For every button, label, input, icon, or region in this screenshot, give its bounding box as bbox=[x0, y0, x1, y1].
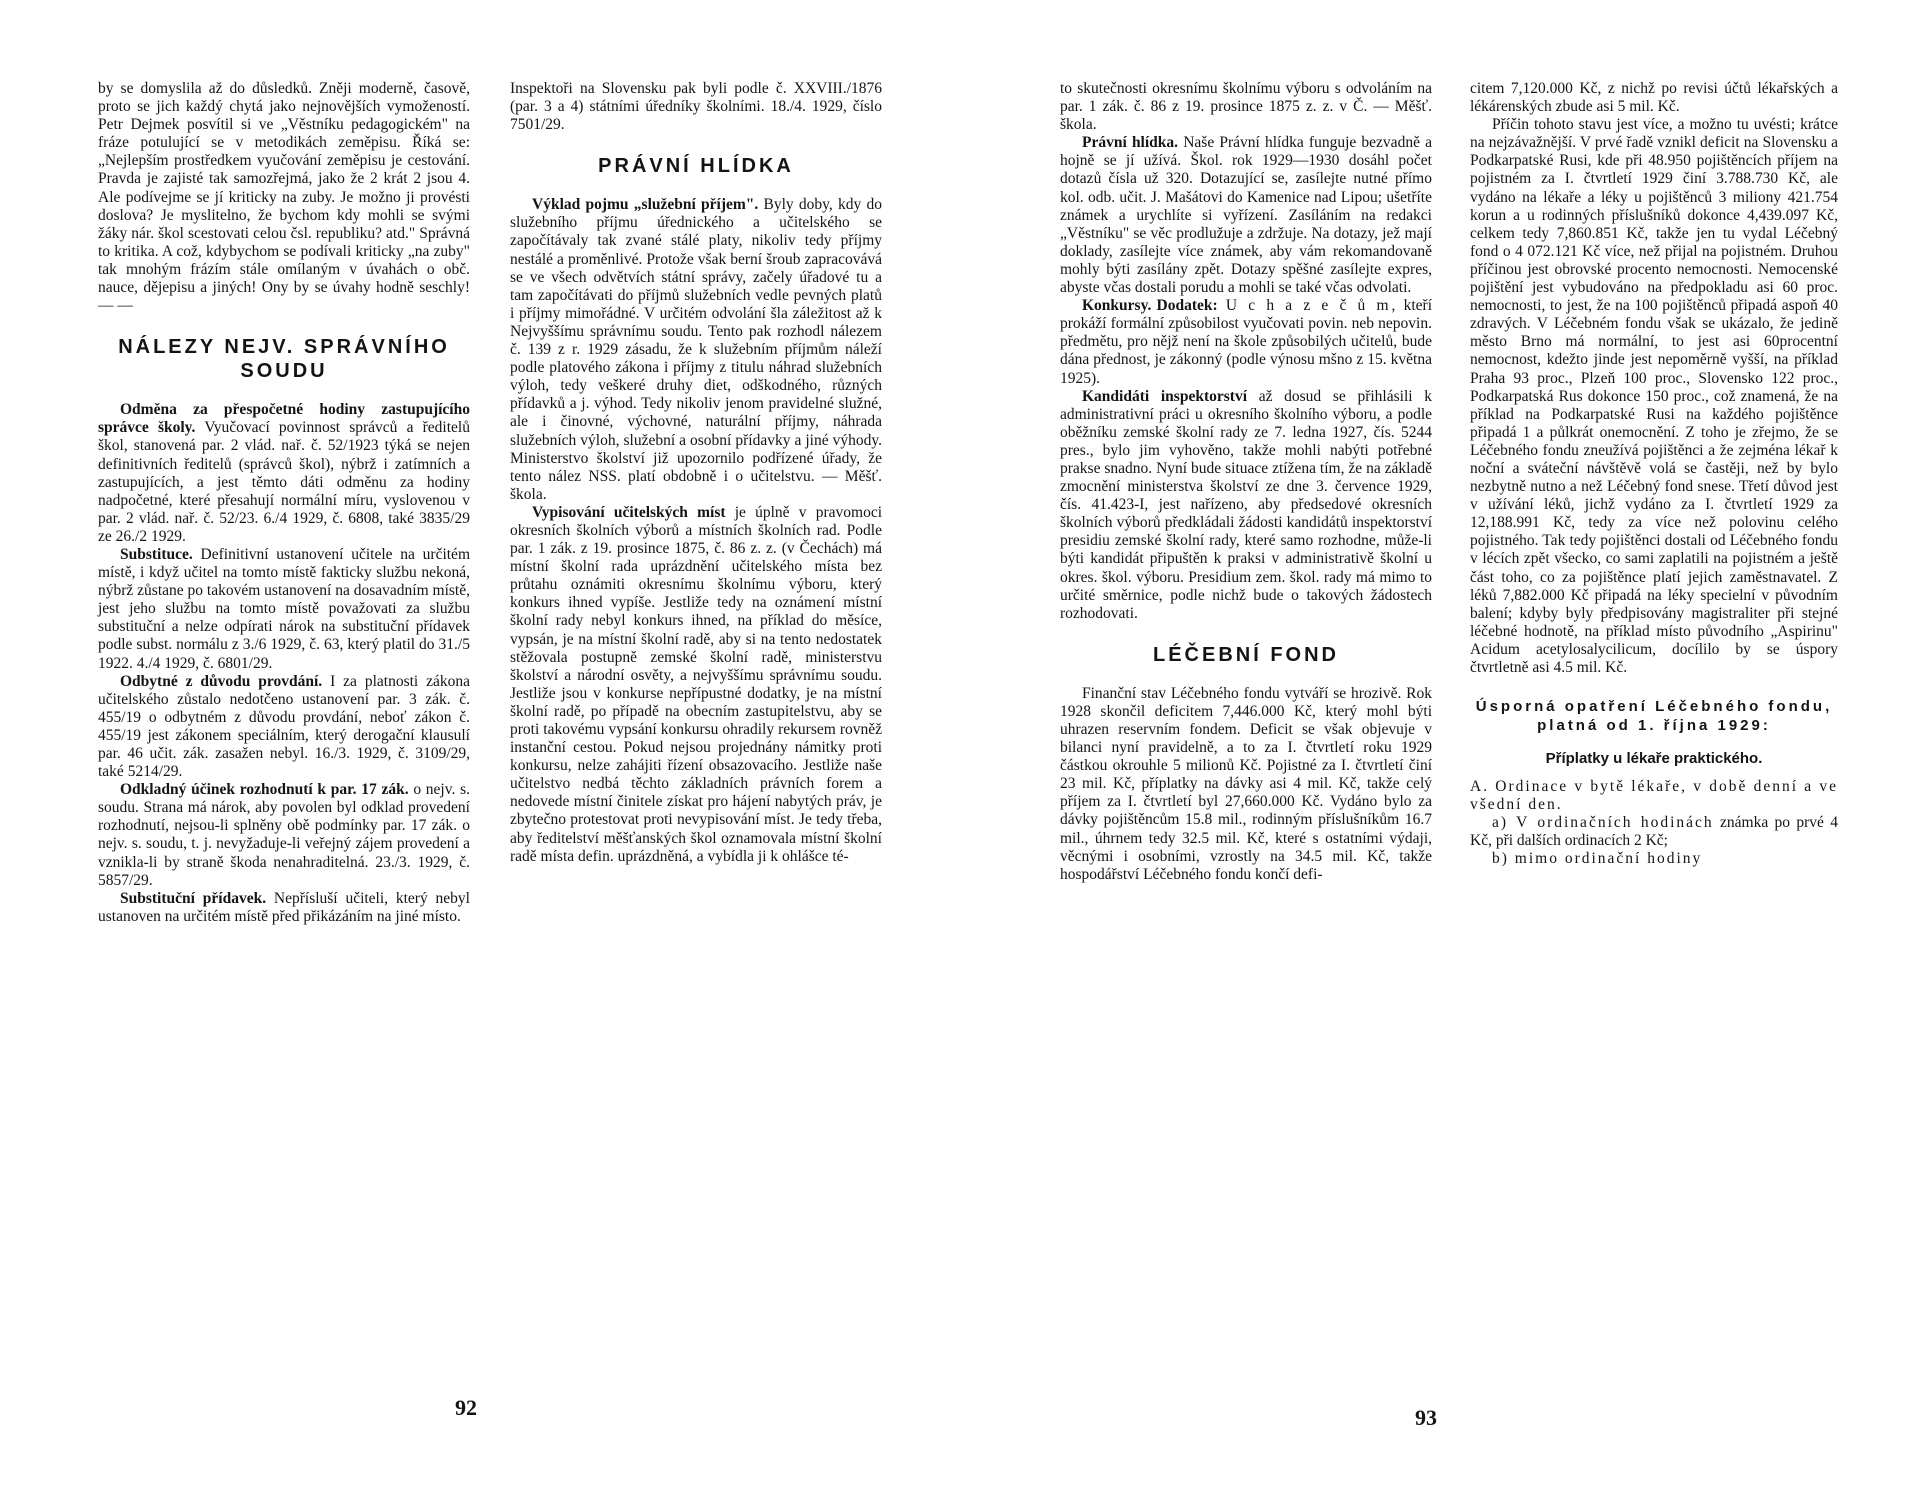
legal-item bbox=[98, 673, 470, 782]
item-title: Vypisování učitelských míst bbox=[532, 503, 726, 521]
item-title: Právní hlídka. bbox=[1082, 134, 1179, 152]
item-title: Odkladný účinek rozhodnutí k par. 17 zák. bbox=[120, 781, 409, 799]
item-text: Vyučovací povinnost správců a ředitelů škol, stanovená par. 2 vlád. nař. č. 52/1923 týká se nejen definitivních ředitelů (správců škol), nýbrž i zatímních a zastupujících, a jest těmto dáti odměnu za hodiny nadpočetné, které přesahují normální míru, vyslovenou v par. 2 vlád. nař. č. 52/23. 6./4 1929, č. 6808, také 3835/29 ze 26./2 1929. bbox=[98, 419, 470, 545]
section-heading-lecebni-fond: LÉČEBNÍ FOND bbox=[1153, 643, 1339, 666]
paragraph-ordinace: A. Ordinace v bytě lékaře, v době denní a ve všední den. bbox=[1470, 778, 1838, 814]
minor-heading-priplatky: Příplatky u lékaře praktického. bbox=[1545, 750, 1763, 768]
notice-item bbox=[1060, 297, 1432, 387]
item-text: kteří prokáží formální způsobilost vyučovati povin. neb nepovin. předmětu, pro nějž není na škole způsobilých učitelů, bude dána přednost, je zákonný (podle výnosu mšno z 15. května 1925). bbox=[1060, 297, 1432, 387]
paragraph: by se domyslila až do důsledků. Zněji moderně, časově, proto se jich každý chytá jako nejnovějších vymožeností. Petr Dejmek posvítil si ve „Věstníku pedagogickém" na fráze potulující se v metodikách zeměpisu. Říká se: „Nejlepším prostředkem vyučování zeměpisu je cestování. Pravda je zajisté tak samozřejmá, jako že 2 krát 2 jsou 4. Ale podívejme se jí kriticky na zuby. Je možno ji provésti doslova? Je myslitelno, že bychom kdy mohli se svými žáky nár. škol scestovati celou čsl. republiku? atd." Správná to kritika. A což, kdybychom se podívali kriticky „na zuby" tak mnohým frázím stále omílaným v úvahách o obč. nauce, dějepisu a jiných! Ony by se úvahy hodně seschly! — — bbox=[98, 80, 470, 315]
legal-item bbox=[510, 196, 882, 504]
item-text: známka po prvé 4 Kč, při dalších ordinacích 2 Kč; bbox=[1470, 814, 1838, 850]
item-label: a) V ordinačních hodinách bbox=[1492, 814, 1714, 832]
item-title: Kandidáti inspektorství bbox=[1082, 387, 1247, 405]
item-text: I za platnosti zákona učitelského zůstalo nedotčeno ustanovení par. 3 zák. č. 455/19 o odbytném z důvodu provdání, neboť zákon č. 455/19 jest zákonem speciálním, který derogační klausulí par. 46 učit. zák. zasažen nebyl. 16./3. 1929, č. 3109/29, také 5214/29. bbox=[98, 672, 471, 781]
item-label: b) mimo ordinační hodiny bbox=[1492, 850, 1703, 868]
section-heading-pravni-hlidka: PRÁVNÍ HLÍDKA bbox=[598, 155, 794, 178]
legal-item bbox=[98, 890, 470, 926]
paragraph: Příčin tohoto stavu jest více, a možno tu uvésti; krátce na nejzávažnější. V prvé řadě vznikl deficit na Slovensku a Podkarpatské Rusi, kde při 48.950 pojištěncích příjem na pojistném za I. čtvrtletí 1929 činí 3.788.730 Kč, ale vydáno na lékaře a léky u pojištěnců 3 miliony 421.754 korun a u rodinných příslušníků dokonce 4,439.097 Kč, celkem tedy 7,860.851 Kč, takže jen tu vydal Léčebný fond o 4 072.121 Kč více, než přijal na pojistném. Druhou příčinou jest obrovské procento nemocnosti. Nemocenské pojištění jest vybudováno na předpokladu asi 60 proc. nemocnosti, to jest, že na 100 pojištěnců připadá aspoň 40 zdravých. V Léčebném fondu však se ukázalo, že jedině město Brno má normální, to jest asi 60procentní nemocnost, kdežto jinde jest nepoměrně vyšší, na příklad Praha 93 proc., Plzeň 100 proc., Slovensko 122 proc., Podkarpatská Rus dokonce 150 proc., což znamená, že na příklad na Podkarpatské Rusi na každého pojištěnce připadá 1 a půlkrát onemocnění. Z toho je zřejmo, že se Léčebného fondu zneužívá pojištěnci a že zejména lékař k noční a sváteční návštěvě volá se častěji, než by bylo nezbytně nutno a než Léčebný fond snese. Třetí důvod jest v užívání léků, jichž vydáno za I. čtvrtletí 1929 za 12,188.991 Kč, tedy za více než polovinu celého pojistného. Tak tedy pojištěnci dostali od Léčebného fondu v lécích zpět všecko, co sami zaplatili na pojistném a ještě část toho, co za pojištěnce platí jejich zaměstnavatel. Z léků 7,882.000 Kč připadá na léky specielní v původním balení; kdyby byly předpisovány magistraliter při stejné léčebné hodnotě, na příklad místo původního „Aspirinu" Acidum acetylosalycilicum, docílilo by se úspory čtvrtletně asi 4.5 mil. Kč. bbox=[1470, 116, 1838, 676]
page-number: 92 bbox=[455, 1395, 477, 1420]
section-heading-nalezy: NÁLEZY NEJV. SPRÁVNÍHO SOUDU bbox=[118, 336, 450, 383]
legal-item bbox=[98, 546, 470, 673]
page-number: 93 bbox=[1415, 1405, 1437, 1430]
subheading-usporna-opatreni: Úsporná opatření Léčebného fondu, platná od 1. října 1929: bbox=[1475, 698, 1833, 735]
item-text: Nepřísluší učiteli, který nebyl ustanoven na určitém místě před přikázáním na jiné místo. bbox=[98, 889, 470, 925]
paragraph: Inspektoři na Slovensku pak byli podle č. XXVIII./1876 (par. 3 a 4) státními úředníky školními. 18./4. 1929, číslo 7501/29. bbox=[510, 80, 882, 134]
legal-item bbox=[510, 504, 882, 866]
item-text: Byly doby, kdy do služebního příjmu úřednického a učitelského se započítávaly tak zvané stálé platy, nikoliv tedy příjmy nestálé a proměnlivé. Protože však berní šroub zapracovává se ve všech odvětvích státní správy, začely úřadové tu a tam započítávati do příjmů služebních vedle pevných platů i příjmy mimořádné. V určitém odvolání šla záležitost až k Nejvyššímu správnímu soudu. Tento pak rozhodl nálezem č. 139 z r. 1929 zásadu, že k služebním příjmům náleží podle platového zákona i příjmy z titulu náhrad služebních výloh, tedy veškeré druhy diet, odškodného, různých přídavků a j. výhod. Tedy nikoliv jenom pravidelné služné, ale i činovné, výchovné, naturální příjmy, náhrada služebních výloh, služební a osobní přídavky a jiné výhody. Ministerstvo školství již upozornilo podřízené úřady, že tento nález NSS. platí obdobně i o učitelstvu. — Měšť. škola. bbox=[510, 196, 882, 503]
legal-item bbox=[98, 401, 470, 546]
item-title: Odměna za přespočetné hodiny zastupujícího správce školy. bbox=[98, 401, 470, 437]
item-title: Konkursy. Dodatek: bbox=[1082, 297, 1218, 315]
item-text: Naše Právní hlídka funguje bezvadně a hojně se jí užívá. Škol. rok 1929—1930 dosáhl počet dotazů čísla už 320. Dotazující se, zasílejte nutné přímo kol. odb. učit. J. Mašátovi do Kamenice nad Lipou; ušetříte známek a urychlíte si vyřízení. Zasíláním na redakci „Věstníku" se věc prodlužuje a zdržuje. Na dotazy, jež mají doklady, zasílejte více známek, aby vám rekomandovaně mohly býti zasílány zpět. Dotazy spěšné zasílejte expres, abyste včas dostali porudu a mohli se také včas odvolati. bbox=[1060, 134, 1432, 297]
list-item bbox=[1470, 850, 1838, 868]
paragraph: Finanční stav Léčebného fondu vytváří se hrozivě. Rok 1928 skončil deficitem 7,446.000 Kč, který mohl býti uhrazen reservním fondem. Deficit se však objevuje v bilanci nyní pravidelně, a to za I. čtvrtletí roku 1929 částkou okrouhle 5 milionů Kč. Pojistné za I. čtvrtletí činí 23 mil. Kč, příplatky na dávky asi 4 mil. Kč, takže celý příjem za I. čtvrtletí byl 27,660.000 Kč. Vydáno bylo za dávky pojištěncům 15.8 mil., rodinným příslušníkům 16.7 mil., úhrnem tedy 32.5 mil. Kč, které s ostatními výdaji, věcnými i osobními, vzrostly na 34.5 mil. Kč, takže hospodářství Léčebného fondu končí defi- bbox=[1060, 684, 1432, 883]
item-text: o nejv. s. soudu. Strana má nárok, aby povolen byl odklad provedení rozhodnutí, nejsou-li splněny obě podmínky par. 17 zák. o nejv. s. soudu, t. j. nevyžaduje-li veřejný zájem provedení a vznikla-li by straně škoda nenahraditelná. 23./3. 1929, č. 5857/29. bbox=[98, 781, 470, 889]
item-spaced-text: U c h a z e č ů m, bbox=[1217, 297, 1399, 315]
item-text: je úplně v pravomoci okresních školních výborů a místních školních rad. Podle par. 1 zák. z 19. prosince 1875, č. 86 z. z. (v Čechách) má místní školní rada uprázdnění učitelského místa bez průtahu oznámiti okresnímu školnímu výboru, který konkurs ihned vypíše. Jestliže tedy na oznámení místní školní rady nebyl konkurs ihned, na příklad do měsíce, vypsán, je na místní školní radě, aby si na tento nedostatek stěžovala postupně zemské školní radě, ministerstvu školství a národní osvěty, a nejvyššímu správnímu soudu. Jestliže jsou v konkurse nepřípustné dodatky, je na místní školní radě, po případě na obecním zastupitelstvu, aby se proti takovému vypsání konkursu ohradily rekursem rovněž instanční cestou. Pokud nejsou projednány námitky proti konkursu, nelze zahájiti řízení obsazovacího. Jestliže naše učitelstvo nedbá těchto základních právních forem a nedovede místní činitele získat pro hájení nabytých práv, je zbytečno protestovat proti nevypisování míst. Je tedy třeba, aby ředitelství měšťanských škol oznamovala místní školní radě místa defin. uprázdněná, a vybídla ji k ohlášce té- bbox=[510, 503, 882, 865]
paragraph: citem 7,120.000 Kč, z nichž po revisi účtů lékařských a lékárenských zbude asi 5 mil. Kč. bbox=[1470, 80, 1838, 116]
legal-item bbox=[98, 781, 470, 890]
item-text: až dosud se přihlásili k administrativní práci u okresního školního výboru, a podle oběžníku zemské školní rady ze 7. ledna 1927, čís. 5244 pres., bylo jim vyhověno, takže mohli nabýti potřebné prakse snadno. Nyní bude situace ztížena tím, že na základě zmocnění ministerstva školství ze dne 3. července 1929, čís. 41.423-I, jest nařízeno, aby předsedové okresních školních výborů předkládali žádosti kandidátů inspektorství presidiu zemské školní rady, které samo rozhodne, může-li býti kandidát připuštěn k praksi v administrativě školní u okres. škol. výboru. Presidium zem. škol. rady má mimo to určité směrnice, podle nichž bude o takových žádostech rozhodovati. bbox=[1060, 387, 1432, 622]
item-title: Substituce. bbox=[120, 545, 193, 563]
item-title: Výklad pojmu „služební příjem". bbox=[532, 196, 759, 214]
item-text: Definitivní ustanovení učitele na určitém místě, i když učitel na tomto místě fakticky službu nekoná, nýbrž zůstane po takovém ustanovení na dosavadním místě, jest jeho službu na tomto místě považovati za službu substituční a nelze odpírati nárok na substituční přídavek podle subst. normálu z 3./6 1929, č. 63, který platil do 31./5 1922. 4./4 1929, č. 6801/29. bbox=[98, 545, 470, 672]
right-page-column-2 bbox=[1470, 80, 1838, 869]
item-title: Substituční přídavek. bbox=[120, 889, 267, 907]
notice-item bbox=[1060, 134, 1432, 297]
item-title: Odbytné z důvodu provdání. bbox=[120, 672, 323, 690]
notice-item bbox=[1060, 388, 1432, 623]
right-page-column-1 bbox=[1060, 80, 1432, 884]
left-page-column-2 bbox=[510, 80, 882, 866]
list-item bbox=[1470, 814, 1838, 850]
left-page-column-1 bbox=[98, 80, 470, 926]
paragraph: to skutečnosti okresnímu školnímu výboru s odvoláním na par. 1 zák. č. 86 z 19. prosince 1875 z. z. v Č. — Měšť. škola. bbox=[1060, 80, 1432, 134]
